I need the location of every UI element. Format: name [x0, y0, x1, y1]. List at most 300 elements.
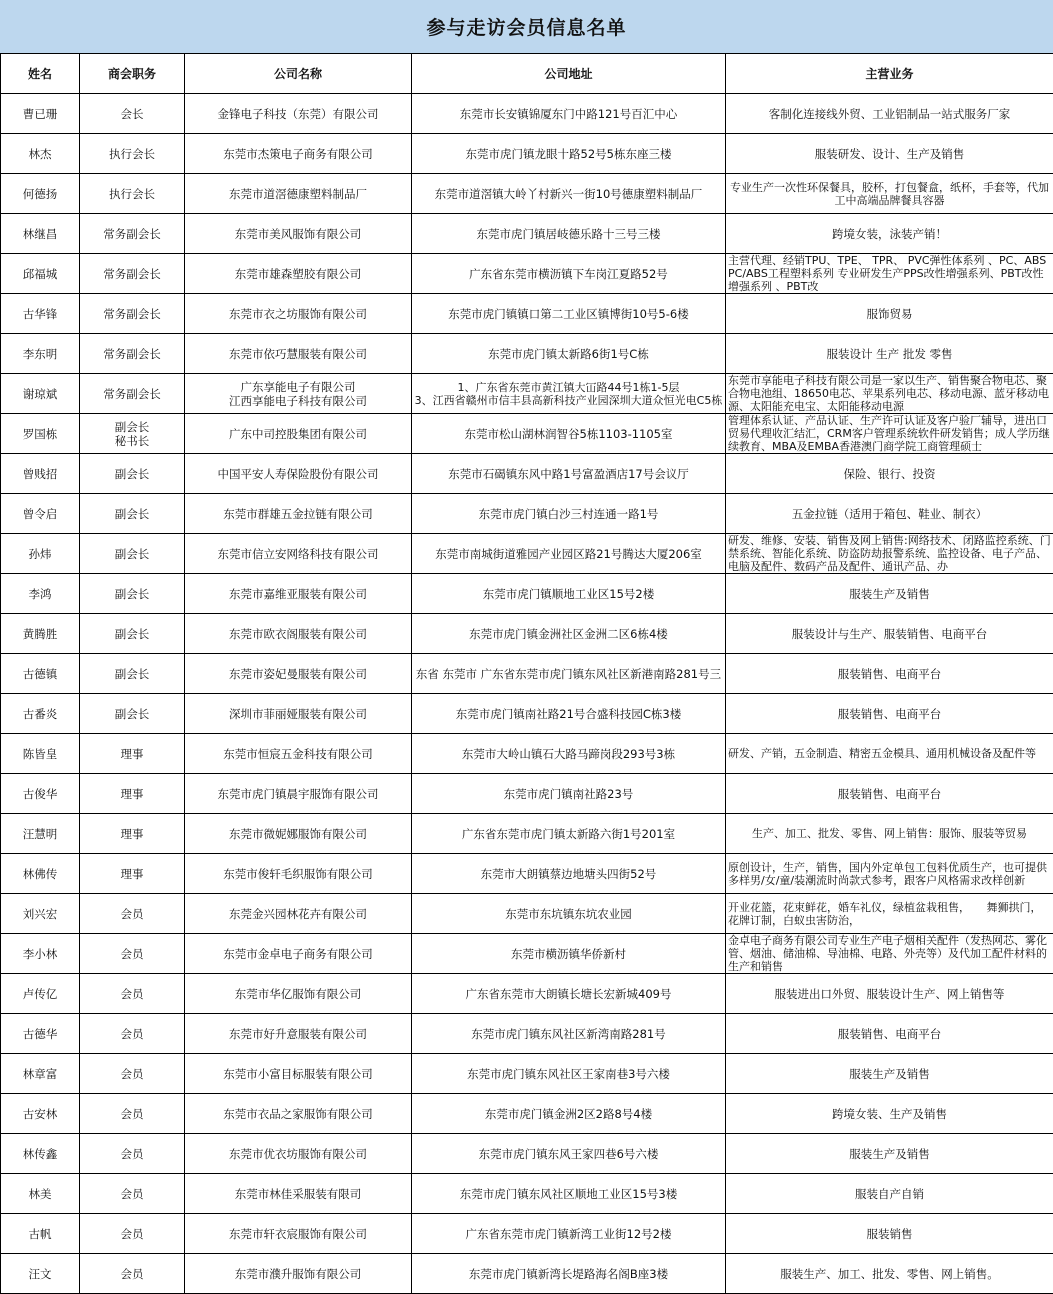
cell-company[interactable]: [185, 774, 412, 814]
cell-role-text: 执行会长: [109, 186, 155, 201]
cell-address[interactable]: [412, 294, 726, 334]
cell-address[interactable]: [412, 414, 726, 454]
cell-address[interactable]: [412, 734, 726, 774]
cell-address[interactable]: [412, 174, 726, 214]
cell-business-text: 管理体系认证、产品认证、生产许可认证及客户验厂辅导，进出口贸易代理收汇结汇，CRM客户管理系统软件研发销售；成人学历继续教育、MBA及EMBA香港澳门商学院工商管理硕士: [728, 414, 1050, 453]
cell-role[interactable]: [80, 1054, 185, 1094]
cell-role[interactable]: [80, 414, 185, 454]
cell-name[interactable]: [1, 654, 80, 694]
cell-company[interactable]: [185, 374, 412, 414]
cell-name[interactable]: [1, 1174, 80, 1214]
cell-business-text: 开业花篮，花束鲜花，婚车礼仪，绿植盆栽租售， 舞狮拱门，花牌订制，白蚁虫害防治，: [728, 900, 1042, 927]
cell-role[interactable]: [80, 374, 185, 414]
cell-name[interactable]: [1, 614, 80, 654]
cell-role[interactable]: [80, 854, 185, 894]
cell-role[interactable]: [80, 614, 185, 654]
cell-company[interactable]: [185, 1094, 412, 1134]
table-row: [1, 334, 1053, 374]
table-row: [1, 1094, 1053, 1134]
cell-business-text: 服装设计 生产 批发 零售: [826, 346, 953, 361]
cell-address-text: 东莞市虎门镇太新路6街1号C栋: [488, 346, 649, 361]
table-row: [1, 374, 1053, 414]
cell-role-text: 会员: [120, 1106, 144, 1121]
sheet-title: 参与走访会员信息名单: [426, 17, 627, 39]
cell-role[interactable]: [80, 694, 185, 734]
cell-business[interactable]: [726, 134, 1053, 174]
cell-role-text: 副会长: [114, 419, 150, 434]
cell-company-text: 广东中司控股集团有限公司: [229, 426, 367, 441]
cell-name-text: 林传鑫: [22, 1146, 58, 1161]
cell-company[interactable]: [185, 974, 412, 1014]
cell-business-text: 服装生产及销售: [849, 1146, 930, 1161]
cell-address[interactable]: [412, 774, 726, 814]
cell-role-text: 会员: [120, 946, 144, 961]
cell-company[interactable]: [185, 1174, 412, 1214]
cell-address-text: 东莞市虎门镇新湾长堤路海名阁B座3楼: [468, 1266, 669, 1281]
cell-address[interactable]: [412, 94, 726, 134]
cell-company-text: 东莞市雄森塑胶有限公司: [234, 266, 362, 281]
cell-name-text: 陈皆皇: [22, 746, 58, 761]
cell-name[interactable]: [1, 134, 80, 174]
cell-role[interactable]: [80, 1134, 185, 1174]
cell-name[interactable]: [1, 414, 80, 454]
cell-address[interactable]: [412, 534, 726, 574]
cell-address[interactable]: [412, 574, 726, 614]
cell-address-text: 东莞市虎门镇白沙三村连通一路1号: [478, 506, 659, 521]
header-company: 公司名称: [185, 54, 412, 94]
cell-name-text: 汪慧明: [22, 826, 58, 841]
table-row: [1, 174, 1053, 214]
table-row: [1, 814, 1053, 854]
cell-role[interactable]: [80, 1214, 185, 1254]
cell-name[interactable]: [1, 1014, 80, 1054]
cell-name-text: 曹已珊: [22, 106, 58, 121]
cell-role[interactable]: [80, 1254, 185, 1294]
table-row: [1, 894, 1053, 934]
cell-address[interactable]: [412, 214, 726, 254]
cell-address-text: 东莞市松山湖林润智谷5栋1103-1105室: [464, 426, 673, 441]
cell-company[interactable]: [185, 814, 412, 854]
table-row: [1, 214, 1053, 254]
cell-address-text: 东莞市虎门镇顺地工业区15号2楼: [482, 586, 655, 601]
cell-business[interactable]: [726, 1054, 1053, 1094]
cell-address-text-2: 3、江西省赣州市信丰县高新科技产业园深圳大道众恒光电C5栋: [414, 393, 723, 407]
cell-address[interactable]: [412, 454, 726, 494]
cell-address[interactable]: [412, 934, 726, 974]
cell-business[interactable]: [726, 1214, 1053, 1254]
cell-business[interactable]: [726, 174, 1053, 214]
cell-role-text: 执行会长: [109, 146, 155, 161]
cell-name[interactable]: [1, 1214, 80, 1254]
cell-company[interactable]: [185, 254, 412, 294]
cell-name-text: 古德镇: [22, 666, 58, 681]
cell-name[interactable]: [1, 494, 80, 534]
cell-company-text: 东莞市虎门镇晨宇服饰有限公司: [217, 786, 379, 801]
cell-business-text: 服装设计与生产、服装销售、电商平台: [791, 626, 988, 641]
cell-role[interactable]: [80, 94, 185, 134]
cell-company[interactable]: [185, 734, 412, 774]
cell-company-text: 广东享能电子有限公司: [240, 379, 356, 394]
cell-address-text: 东莞市石碣镇东风中路1号富盈酒店17号会议厅: [448, 466, 689, 481]
cell-company-text: 东莞市濮升服饰有限公司: [234, 1266, 362, 1281]
cell-business-text: 研发、维修、安装、销售及网上销售:网络技术、闭路监控系统、门禁系统、智能化系统、防盗防劫报警系统、监控设备、电子产品、电脑及配件、数码产品及配件、通讯产品、办: [728, 534, 1051, 573]
cell-address-text: 东莞市虎门镇东风社区顺地工业区15号3楼: [459, 1186, 678, 1201]
cell-company-text: 东莞市好升意服装有限公司: [229, 1026, 367, 1041]
cell-role-text: 常务副会长: [103, 226, 161, 241]
cell-business[interactable]: [726, 1094, 1053, 1134]
cell-company-text: 东莞市信立安网络科技有限公司: [217, 546, 379, 561]
cell-role[interactable]: [80, 1094, 185, 1134]
cell-business[interactable]: [726, 454, 1053, 494]
table-row: [1, 694, 1053, 734]
cell-name-text: 林章富: [22, 1066, 58, 1081]
cell-business-text: 跨境女装，泳装产销！: [832, 226, 947, 241]
cell-address-text: 东莞市虎门镇金洲2区2路8号4楼: [484, 1106, 653, 1121]
cell-name-text: 刘兴宏: [22, 906, 58, 921]
cell-name[interactable]: [1, 174, 80, 214]
table-body: [1, 94, 1053, 1294]
cell-name-text: 李小林: [22, 946, 58, 961]
cell-company[interactable]: [185, 454, 412, 494]
cell-company[interactable]: [185, 1214, 412, 1254]
cell-role-text: 理事: [120, 826, 144, 841]
cell-address-text: 1、广东省东莞市黄江镇大冚路44号1栋1-5层: [457, 380, 680, 394]
cell-company[interactable]: [185, 134, 412, 174]
table-row: [1, 614, 1053, 654]
cell-address-text: 东莞市虎门镇东风社区王家南巷3号六楼: [467, 1066, 670, 1081]
cell-company[interactable]: [185, 494, 412, 534]
cell-company[interactable]: [185, 854, 412, 894]
cell-company[interactable]: [185, 534, 412, 574]
table-row: [1, 94, 1053, 134]
table-row: [1, 414, 1053, 454]
cell-company-text: 东莞市美风服饰有限公司: [234, 226, 362, 241]
cell-role-text: 副会长: [114, 466, 150, 481]
cell-name-text: 谢琼斌: [22, 386, 58, 401]
cell-business[interactable]: [726, 854, 1053, 894]
cell-business[interactable]: [726, 1174, 1053, 1214]
cell-address[interactable]: [412, 614, 726, 654]
cell-name[interactable]: [1, 574, 80, 614]
cell-address[interactable]: [412, 974, 726, 1014]
cell-role-text: 副会长: [114, 666, 150, 681]
cell-business[interactable]: [726, 614, 1053, 654]
cell-business-text: 服装销售、电商平台: [837, 786, 942, 801]
cell-business-text: 主营代理、经销TPU、TPE、 TPR、 PVC弹性体系列 、PC、ABS PC/ABS工程塑料系列 专业研发生产PPS改性增强系列、PBT改性增强系列 、PBT改: [728, 254, 1047, 293]
cell-role-text: 副会长: [114, 626, 150, 641]
cell-company-text: 东莞市华亿服饰有限公司: [234, 986, 362, 1001]
cell-role-text: 常务副会长: [103, 266, 161, 281]
cell-role-text: 会长: [120, 106, 144, 121]
cell-name[interactable]: [1, 1094, 80, 1134]
cell-role[interactable]: [80, 654, 185, 694]
cell-business[interactable]: [726, 214, 1053, 254]
cell-business[interactable]: [726, 494, 1053, 534]
cell-role-text: 副会长: [114, 706, 150, 721]
cell-company[interactable]: [185, 614, 412, 654]
cell-role[interactable]: [80, 334, 185, 374]
cell-name[interactable]: [1, 894, 80, 934]
cell-role[interactable]: [80, 214, 185, 254]
cell-address-text: 东莞市横沥镇华侨新村: [511, 946, 626, 961]
cell-role[interactable]: [80, 134, 185, 174]
cell-address[interactable]: [412, 134, 726, 174]
cell-business-text: 服饰贸易: [866, 306, 913, 321]
cell-name[interactable]: [1, 534, 80, 574]
cell-role-text: 会员: [120, 986, 144, 1001]
cell-name-text: 何德扬: [22, 186, 58, 201]
cell-business[interactable]: [726, 894, 1053, 934]
cell-role-text: 副会长: [114, 506, 150, 521]
cell-company[interactable]: [185, 574, 412, 614]
cell-company[interactable]: [185, 654, 412, 694]
cell-role-text: 会员: [120, 1146, 144, 1161]
cell-business[interactable]: [726, 414, 1053, 454]
cell-business-text: 金卓电子商务有限公司专业生产电子烟相关配件（发热网芯、雾化管、烟油、储油棉、导油棉、电路、外壳等）及代加工配件材料的生产和销售: [728, 934, 1047, 973]
cell-address[interactable]: [412, 694, 726, 734]
cell-name[interactable]: [1, 334, 80, 374]
cell-company-text: 东莞市杰策电子商务有限公司: [223, 146, 373, 161]
cell-address-text: 广东省东莞市横沥镇下车岗江夏路52号: [469, 266, 668, 281]
table-row: [1, 974, 1053, 1014]
cell-role-text: 会员: [120, 906, 144, 921]
cell-role-text: 常务副会长: [103, 346, 161, 361]
cell-name[interactable]: [1, 374, 80, 414]
table-row: [1, 574, 1053, 614]
cell-address[interactable]: [412, 894, 726, 934]
cell-address[interactable]: [412, 1014, 726, 1054]
cell-company[interactable]: [185, 1014, 412, 1054]
cell-name[interactable]: [1, 1254, 80, 1294]
cell-address-text: 东莞市大岭山镇石大路马蹄岗段293号3栋: [461, 746, 676, 761]
cell-role[interactable]: [80, 534, 185, 574]
table-row: [1, 734, 1053, 774]
cell-company[interactable]: [185, 1134, 412, 1174]
cell-business-text: 服装生产及销售: [849, 586, 930, 601]
cell-business-text: 服装销售、电商平台: [837, 666, 942, 681]
cell-name[interactable]: [1, 254, 80, 294]
cell-business-text: 五金拉链（适用于箱包、鞋业、制衣）: [791, 506, 988, 521]
cell-name-text: 古华锋: [22, 306, 58, 321]
cell-role[interactable]: [80, 254, 185, 294]
cell-business[interactable]: [726, 774, 1053, 814]
cell-company[interactable]: [185, 934, 412, 974]
cell-address[interactable]: [412, 334, 726, 374]
cell-company-text: 金锋电子科技（东莞）有限公司: [217, 106, 379, 121]
cell-role-text: 会员: [120, 1266, 144, 1281]
cell-company[interactable]: [185, 174, 412, 214]
cell-company-text: 东莞市轩衣宸服饰有限公司: [229, 1226, 367, 1241]
cell-name[interactable]: [1, 1134, 80, 1174]
cell-business-text: 跨境女装、生产及销售: [832, 1106, 947, 1121]
cell-business-text: 服装销售、电商平台: [837, 706, 942, 721]
header-role: 商会职务: [80, 54, 185, 94]
member-table: [0, 53, 1053, 1294]
cell-address[interactable]: [412, 374, 726, 414]
cell-business[interactable]: [726, 574, 1053, 614]
cell-role-text: 会员: [120, 1226, 144, 1241]
cell-business[interactable]: [726, 974, 1053, 1014]
cell-business-text: 服装自产自销: [855, 1186, 924, 1201]
table-row: [1, 774, 1053, 814]
cell-company[interactable]: [185, 1254, 412, 1294]
cell-role[interactable]: [80, 1014, 185, 1054]
cell-role[interactable]: [80, 294, 185, 334]
cell-business-text: 服装研发、设计、生产及销售: [814, 146, 965, 161]
cell-business[interactable]: [726, 734, 1053, 774]
header-name: 姓名: [1, 54, 80, 94]
cell-business[interactable]: [726, 94, 1053, 134]
cell-role-text: 理事: [120, 866, 144, 881]
table-row: [1, 1054, 1053, 1094]
title-bar: [0, 0, 1053, 54]
cell-business[interactable]: [726, 374, 1053, 414]
cell-address-text: 东莞市虎门镇南社路23号: [503, 786, 634, 801]
cell-business[interactable]: [726, 814, 1053, 854]
cell-role[interactable]: [80, 1174, 185, 1214]
cell-business-text: 服装销售: [866, 1226, 913, 1241]
cell-business[interactable]: [726, 1134, 1053, 1174]
cell-company[interactable]: [185, 414, 412, 454]
cell-address[interactable]: [412, 854, 726, 894]
cell-address[interactable]: [412, 1214, 726, 1254]
cell-name-text: 古帆: [28, 1226, 52, 1241]
cell-role[interactable]: [80, 974, 185, 1014]
cell-company[interactable]: [185, 334, 412, 374]
cell-address[interactable]: [412, 654, 726, 694]
cell-name-text: 古德华: [22, 1026, 58, 1041]
cell-role-text: 会员: [120, 1066, 144, 1081]
cell-role[interactable]: [80, 494, 185, 534]
cell-role[interactable]: [80, 774, 185, 814]
cell-name-text: 孙炜: [28, 546, 52, 561]
cell-business-text: 专业生产一次性环保餐具，胶杯，打包餐盒，纸杯，手套等，代加工中高端品牌餐具容器: [730, 180, 1049, 207]
cell-company-text: 中国平安人寿保险股份有限公司: [217, 466, 379, 481]
cell-name[interactable]: [1, 934, 80, 974]
cell-company-text: 东莞市衣品之家服饰有限公司: [223, 1106, 373, 1121]
cell-company[interactable]: [185, 1054, 412, 1094]
cell-name[interactable]: [1, 1054, 80, 1094]
cell-business-text: 服装销售、电商平台: [837, 1026, 942, 1041]
cell-company[interactable]: [185, 94, 412, 134]
cell-address[interactable]: [412, 814, 726, 854]
cell-business-text: 客制化连接线外贸、工业铝制品一站式服务厂家: [768, 106, 1011, 121]
cell-name[interactable]: [1, 814, 80, 854]
cell-business-text: 服装生产及销售: [849, 1066, 930, 1081]
cell-address[interactable]: [412, 254, 726, 294]
cell-address[interactable]: [412, 1134, 726, 1174]
cell-address-text: 东莞市大朗镇蔡边地塘头四街52号: [480, 866, 657, 881]
table-row: [1, 654, 1053, 694]
cell-company-text: 东莞市嘉维亚服装有限公司: [229, 586, 367, 601]
cell-name-text: 邱福城: [22, 266, 58, 281]
cell-role-text: 会员: [120, 1186, 144, 1201]
cell-address-text: 东莞市虎门镇镇口第二工业区镇博街10号5-6楼: [448, 306, 689, 321]
cell-company-text: 东莞市欧衣阁服装有限公司: [229, 626, 367, 641]
table-row: [1, 534, 1053, 574]
cell-name-text: 古番炎: [22, 706, 58, 721]
cell-company-text: 东莞市优衣坊服饰有限公司: [229, 1146, 367, 1161]
cell-business[interactable]: [726, 934, 1053, 974]
cell-role-text: 常务副会长: [103, 306, 161, 321]
cell-address[interactable]: [412, 1054, 726, 1094]
cell-address[interactable]: [412, 1254, 726, 1294]
cell-business[interactable]: [726, 654, 1053, 694]
cell-name[interactable]: [1, 214, 80, 254]
table-row: [1, 494, 1053, 534]
cell-name-text: 林继昌: [22, 226, 58, 241]
cell-company-text: 东莞市姿妃曼服装有限公司: [229, 666, 367, 681]
cell-business-text: 原创设计，生产，销售，国内外定单包工包料优质生产，也可提供多样男/女/童/装潮流时尚款式参考，跟客户风格需求改样创新: [728, 860, 1047, 887]
cell-name[interactable]: [1, 774, 80, 814]
cell-role-text: 会员: [120, 1026, 144, 1041]
table-row: [1, 1174, 1053, 1214]
cell-address-text: 东省 东莞市 广东省东莞市虎门镇东风社区新港南路281号三: [415, 666, 722, 681]
cell-role[interactable]: [80, 814, 185, 854]
cell-name[interactable]: [1, 454, 80, 494]
cell-business[interactable]: [726, 334, 1053, 374]
table-row: [1, 1254, 1053, 1294]
cell-company-text: 东莞金兴园林花卉有限公司: [229, 906, 367, 921]
cell-address-text: 广东省东莞市虎门镇新湾工业街12号2楼: [465, 1226, 672, 1241]
cell-role[interactable]: [80, 934, 185, 974]
cell-business-text: 保险、银行、投资: [843, 466, 936, 481]
cell-role[interactable]: [80, 174, 185, 214]
header-address: 公司地址: [412, 54, 726, 94]
cell-business[interactable]: [726, 1254, 1053, 1294]
table-row: [1, 1014, 1053, 1054]
cell-role[interactable]: [80, 734, 185, 774]
cell-company[interactable]: [185, 294, 412, 334]
cell-business[interactable]: [726, 534, 1053, 574]
cell-company[interactable]: [185, 894, 412, 934]
cell-address[interactable]: [412, 1174, 726, 1214]
cell-company[interactable]: [185, 694, 412, 734]
table-row: [1, 294, 1053, 334]
cell-role[interactable]: [80, 454, 185, 494]
cell-company-text: 东莞市道滘德康塑料制品厂: [229, 186, 367, 201]
cell-name[interactable]: [1, 694, 80, 734]
cell-name-text: 汪文: [28, 1266, 52, 1281]
cell-address[interactable]: [412, 1094, 726, 1134]
cell-name-text: 李鸿: [28, 586, 52, 601]
cell-address[interactable]: [412, 494, 726, 534]
table-row: [1, 454, 1053, 494]
cell-company-text: 深圳市菲丽娅服装有限公司: [229, 706, 367, 721]
cell-role[interactable]: [80, 574, 185, 614]
cell-company-text: 东莞市恒宸五金科技有限公司: [223, 746, 373, 761]
cell-business-text: 研发、产销，五金制造、精密五金模具、通用机械设备及配件等: [728, 747, 1036, 760]
cell-address-text: 东莞市虎门镇居岐德乐路十三号三楼: [476, 226, 661, 241]
cell-business[interactable]: [726, 254, 1053, 294]
cell-name-text: 林佛传: [22, 866, 58, 881]
cell-name[interactable]: [1, 294, 80, 334]
cell-name[interactable]: [1, 94, 80, 134]
cell-name-text: 古俊华: [22, 786, 58, 801]
cell-name-text: 李东明: [22, 346, 58, 361]
cell-business[interactable]: [726, 1014, 1053, 1054]
cell-business[interactable]: [726, 694, 1053, 734]
cell-business[interactable]: [726, 294, 1053, 334]
cell-name[interactable]: [1, 854, 80, 894]
cell-role[interactable]: [80, 894, 185, 934]
cell-name[interactable]: [1, 974, 80, 1014]
cell-address-text: 东莞市虎门镇东风社区新湾南路281号: [471, 1026, 666, 1041]
cell-company[interactable]: [185, 214, 412, 254]
cell-name[interactable]: [1, 734, 80, 774]
cell-company-text: 东莞市群雄五金拉链有限公司: [223, 506, 373, 521]
cell-address-text: 东莞市虎门镇南社路21号合盛科技园C栋3楼: [455, 706, 682, 721]
